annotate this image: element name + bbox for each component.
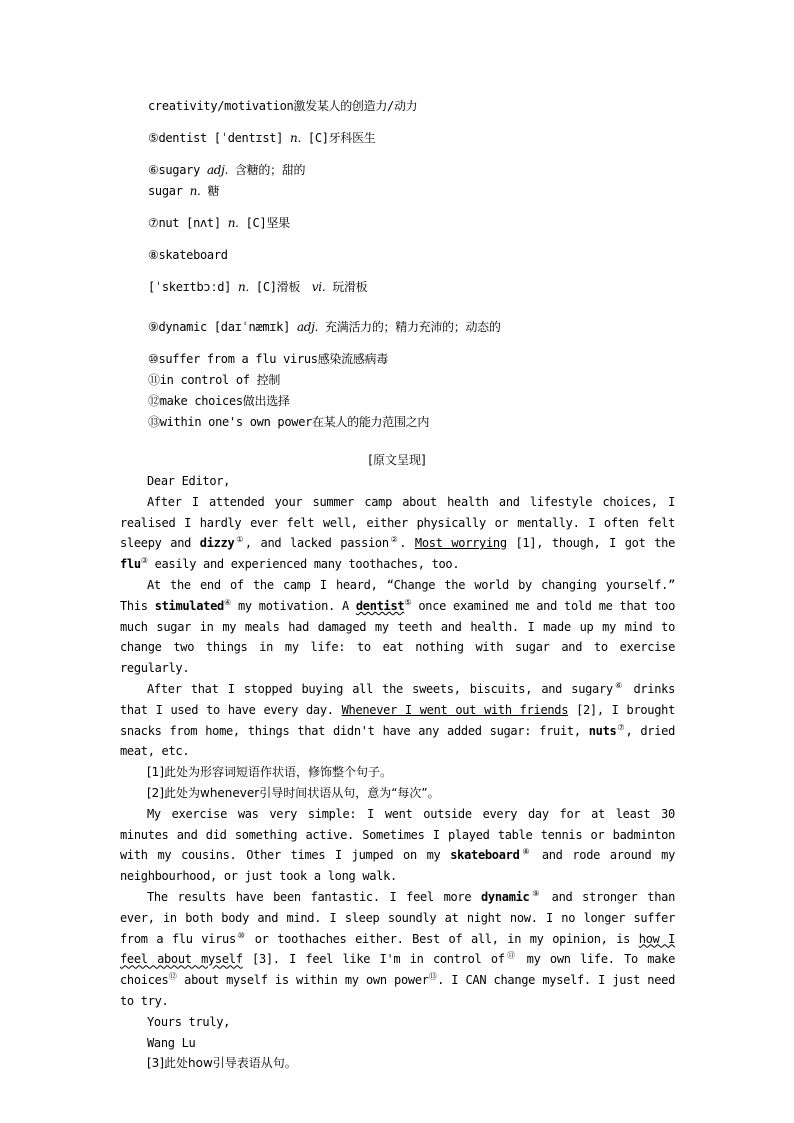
vocab-item: ⑪in control of 控制: [148, 373, 281, 387]
underlined-clause: Whenever I went out with friends: [341, 702, 569, 717]
keyword-nuts: nuts: [588, 723, 617, 738]
paragraph-4: My exercise was very simple: I went outside every day for at least 30 minutes and did something active. Sometimes I played table tennis or badminton with my cousins. Other times I jumped on my skateboard⑧ and rode around my neighbourhood, or just took a long walk.: [120, 806, 675, 884]
keyword-dynamic: dynamic: [481, 889, 530, 904]
vocabulary-list: [148, 96, 708, 433]
vocab-item: creativity/motivation激发某人的创造力/动力: [148, 99, 418, 113]
paragraph-5: The results have been fantastic. I feel more dynamic⑨ and stronger than ever, in both body and mind. I sleep soundly at night now. I no longer suffer from a flu virus⑩ or toothaches either. Best of all, in my opinion, is how I feel about myself [3]. I feel like I'm in control of⑪ my own life. To make choices⑫ about myself is within my own power⑬. I CAN change myself. I just need to try.: [120, 888, 676, 1008]
keyword-skateboard: skateboard: [450, 848, 520, 863]
letter-greeting: Dear Editor,: [147, 474, 231, 488]
vocab-item: sugar n. 糖: [148, 184, 220, 198]
keyword-dizzy: dizzy: [199, 536, 235, 551]
underlined-phrase: Most worrying: [414, 536, 507, 551]
letter-closing: Yours truly,: [147, 1014, 231, 1029]
grammar-note-2: [2]此处为whenever引导时间状语从句，意为“每次”。: [147, 785, 440, 800]
paragraph-1: After I attended your summer camp about health and lifestyle choices, I realised I hardly ever felt well, either physically or mentally. I often felt sleepy and dizzy①, and lacked passion②. Most worrying [1], though, I got the flu③ easily and experienced many toothaches, too.: [120, 494, 676, 572]
paragraph-3: After that I stopped buying all the sweets, biscuits, and sugary⑥ drinks that I used to have every day. Whenever I went out with friends [2], I brought snacks from home, things that didn't have any added sugar: fruit, nuts⑦, dried meat, etc.: [120, 680, 676, 759]
vocab-item: ⑧skateboard: [148, 248, 228, 262]
section-heading: [原文呈现]: [368, 453, 426, 467]
keyword-flu: flu: [120, 557, 141, 572]
vocab-item: ⑥sugary adj. 含糖的；甜的: [148, 163, 306, 177]
grammar-note-1: [1]此处为形容词短语作状语，修饰整个句子。: [147, 765, 392, 780]
vocab-item: ⑤dentist [ˈdentɪst] n. [C]牙科医生: [148, 131, 376, 145]
letter-body: [120, 471, 675, 1074]
vocab-item: ⑬within one's own power在某人的能力范围之内: [148, 415, 430, 429]
keyword-dentist: dentist: [355, 598, 405, 613]
paragraph-2: At the end of the camp I heard, “Change the world by changing yourself.” This stimulated④ my motivation. A dentist⑤ once examined me and told me that too much sugar in my meals had damaged my teeth and health. I made up my mind to change two things in my life: to eat nothing with sugar and to exercise regularly.: [120, 577, 676, 676]
vocab-item: ⑫make choices做出选择: [148, 394, 290, 408]
vocab-item: [ˈskeɪtbɔːd] n. [C]滑板 vi. 玩滑板: [148, 280, 368, 294]
keyword-stimulated: stimulated: [154, 598, 224, 613]
underlined-clause: how I feel about myself: [120, 931, 676, 967]
vocab-item: ⑦nut [nʌt] n. [C]坚果: [148, 216, 290, 230]
vocab-item: ⑨dynamic [daɪˈnæmɪk] adj. 充满活力的；精力充沛的；动态的: [148, 320, 501, 334]
vocab-item: ⑩suffer from a flu virus感染流感病毒: [148, 352, 388, 366]
grammar-note-3: [3]此处how引导表语从句。: [147, 1056, 297, 1071]
letter-signature: Wang Lu: [147, 1035, 196, 1050]
